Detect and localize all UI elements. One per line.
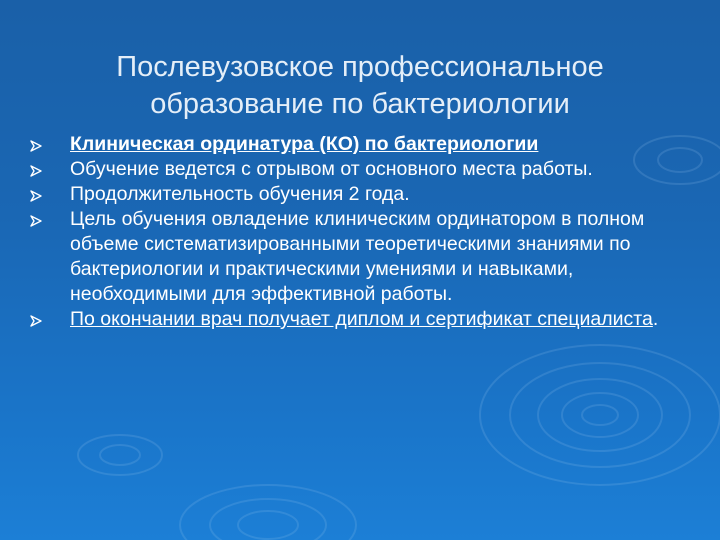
arrowhead-bullet-icon bbox=[30, 315, 42, 327]
arrowhead-bullet-icon bbox=[30, 215, 42, 227]
arrowhead-bullet-icon bbox=[30, 165, 42, 177]
bullet-text-tail: . bbox=[652, 308, 659, 330]
arrowhead-bullet-icon bbox=[30, 140, 42, 152]
bullet-list bbox=[30, 132, 690, 332]
arrowhead-bullet-icon bbox=[30, 190, 42, 202]
bullet-text-underlined: По окончании врач получает диплом и сертификат специалиста bbox=[70, 308, 653, 330]
list-item bbox=[30, 182, 690, 207]
bullet-text: Цель обучения овладение клиническим ординатором в полном объеме систематизированными теоретическими знаниями по бактериологии и практическими умениями и навыками, необходимыми для эффективной работы. bbox=[70, 208, 645, 305]
bullet-text: Клиническая ординатура (КО) по бактериологии bbox=[70, 133, 539, 155]
list-item bbox=[30, 157, 690, 182]
bullet-text: Обучение ведется с отрывом от основного места работы. bbox=[70, 158, 593, 180]
list-item bbox=[30, 207, 690, 307]
slide-title: Послевузовское профессиональное образование по бактериологии bbox=[116, 51, 604, 121]
list-item bbox=[30, 132, 690, 157]
list-item bbox=[30, 307, 690, 332]
bullet-text: Продолжительность обучения 2 года. bbox=[70, 183, 410, 205]
